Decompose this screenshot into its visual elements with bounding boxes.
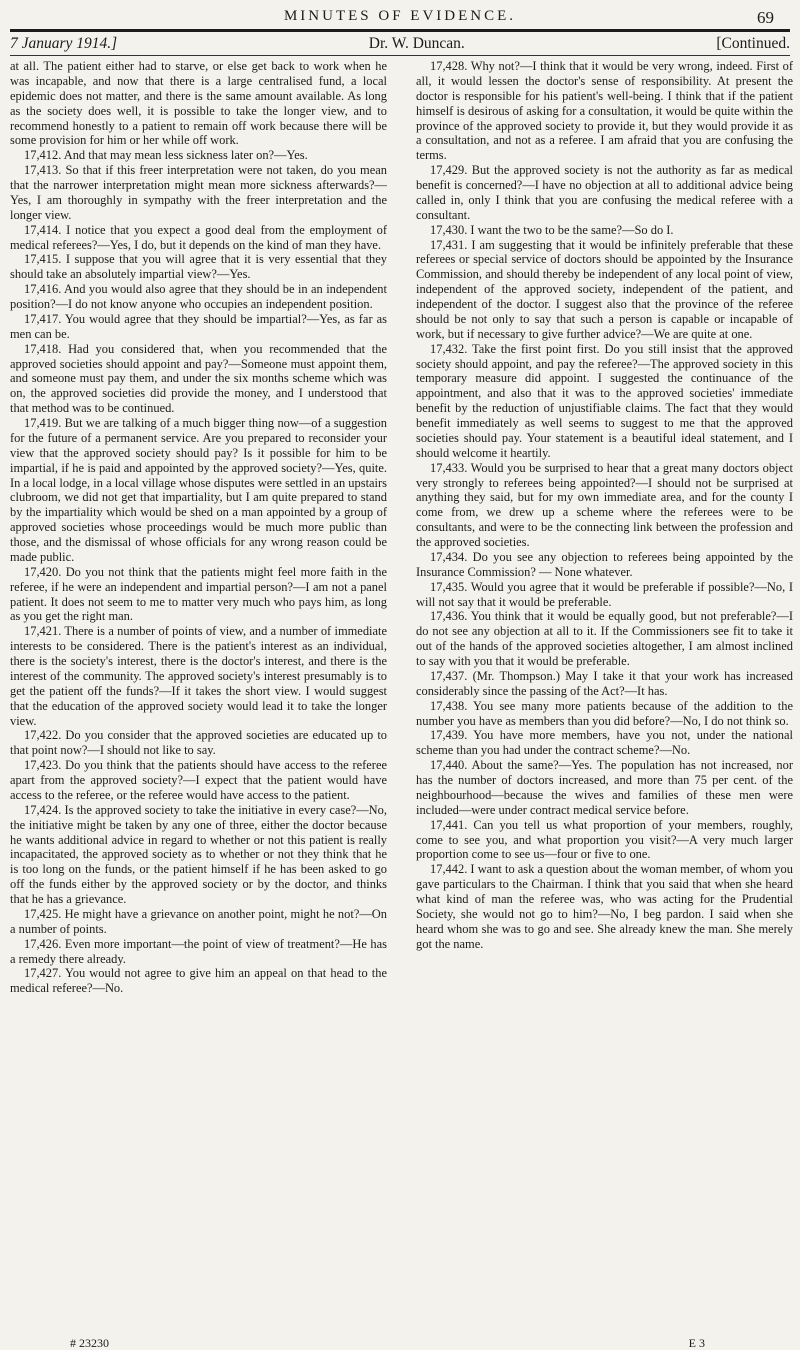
paragraph: 17,422. Do you consider that the approved societies are educated up to that point now?—I should not like to say. xyxy=(10,728,387,758)
paragraph: 17,414. I notice that you expect a good deal from the employment of medical referees?—Yes, I do, but it depends on the kind of man they have. xyxy=(10,222,387,252)
right-column xyxy=(416,59,793,952)
footer-left xyxy=(10,1337,387,1349)
paragraph: 17,438. You see many more patients because of the addition to the number you have as members than you did before?—No, I do not think so. xyxy=(416,698,793,728)
paragraph: 17,421. There is a number of points of view, and a number of immediate interests to be considered. There is the patient's interest as an individual, there is the society's interest, there is the doctor's interest, and there is the interest of the community. The approved society's interest presumably is to get the patient off the funds?—If it takes the short view. I would suggest that the education of the approved society would lead it to take the longer view. xyxy=(10,624,387,728)
header-title-row xyxy=(0,8,800,25)
paragraph: 17,429. But the approved society is not the authority as far as medical benefit is concerned?—I have no objection at all to additional advice being called in, only I think that you are confusing the medical referee with a consultant. xyxy=(416,163,793,222)
witness-name: Dr. W. Duncan. xyxy=(368,35,465,52)
paragraph: 17,416. And you would also agree that they should be in an independent position?—I do not know anyone who occupies an independent position. xyxy=(10,282,387,311)
paragraph: 17,434. Do you see any objection to referees being appointed by the Insurance Commission? — None whatever. xyxy=(416,549,793,579)
paragraph: 17,425. He might have a grievance on another point, might he not?—On a number of points. xyxy=(10,906,387,936)
paragraph: 17,432. Take the first point first. Do you still insist that the approved society should appoint, and pay the referee?—The approved society in this temporary measure did appoint. I suggested the continuance of the appointment, and also that it was to the approved societies' immediate benefit by the reduction of unjustifiable claims. The fact that they would benefit immediately as well seems to suggest to me that the approved societies should pay. Your statement is a beautiful ideal statement, and I should welcome it heartily. xyxy=(416,341,793,460)
paragraph: 17,436. You think that it would be equally good, but not preferable?—I do not see any objection at all to it. If the Commissioners see fit to take it out of the hands of the approved societies altogether, I am almost inclined to say with you that it would be preferable. xyxy=(416,609,793,668)
signature-mark: E 3 xyxy=(688,1336,705,1350)
paragraph: 17,435. Would you agree that it would be preferable if possible?—No, I will not say that it would be preferable. xyxy=(416,579,793,609)
paragraph: 17,418. Had you considered that, when you recommended that the approved societies should appoint and pay?—Someone must appoint them, and someone must pay them, and under the six months scheme which was on, the approved societies did provide the money, and I understood that that method was to be continued. xyxy=(10,341,387,416)
paragraph: 17,419. But we are talking of a much bigger thing now—of a suggestion for the future of a permanent service. Are you prepared to reconsider your view that the approved society should pay? Is it possible for him to be impartial, if he is paid and appointed by the approved society?—Yes, quite. In a local lodge, in a local village whose disputes were settled in an upstairs clubroom, we did not get that impartiality, but I am quite prepared to stand by the impartiality which would be shed on a man appointed by a group of approved societies whose proceedings would be much more public than those, and the dismissal of whose officials for any wrong reason could be made public. xyxy=(10,416,387,564)
header-subrule xyxy=(10,55,790,56)
paragraph: 17,413. So that if this freer interpretation were not taken, do you mean that the narrower interpretation might mean more sickness afterwards?—Yes, I am thoroughly in sympathy with the freer interpretation and the longer view. xyxy=(10,163,387,222)
header-subline xyxy=(10,35,790,53)
header-title: MINUTES OF EVIDENCE. xyxy=(283,8,517,24)
paragraph: 17,423. Do you think that the patients should have access to the referee apart from the approved society?—I expect that the patient would have access to the referee, or the referee would have access to the patient. xyxy=(10,758,387,802)
session-date: 7 January 1914.] xyxy=(10,35,118,52)
paragraph: 17,433. Would you be surprised to hear that a great many doctors object very strongly to referees being appointed?—I should not be surprised at anything they said, but for my own immediate area, and for the county I come from, we drew up a scheme where the referees were to be consultants, and were to be the connecting link between the profession and the approved societies. xyxy=(416,460,793,549)
paragraph: 17,420. Do you not think that the patients might feel more faith in the referee, if he were an independent and impartial person?—I am not a panel patient. It does not seem to me to matter very much who pays him, as long as you get the right man. xyxy=(10,564,387,624)
footer-right xyxy=(416,1337,793,1349)
paragraph: 17,440. About the same?—Yes. The population has not increased, nor has the number of doctors increased, and more than 75 per cent. of the neighbourhood—because the wives and families of these men were included—were under contract medical service before. xyxy=(416,758,793,817)
paragraph: 17,412. And that may mean less sickness later on?—Yes. xyxy=(24,148,308,163)
left-column xyxy=(10,59,387,996)
paragraph: 17,428. Why not?—I think that it would be very wrong, indeed. First of all, it would lessen the doctor's sense of responsibility. At present the doctor is responsible for his patient's well-being. I think that if the patient himself is desirous of asking for a consultation, it would be quite within the province of the approved society to provide it, but they would provide it as a consultation, and not as a referee. I am afraid that you are confusing the terms. xyxy=(416,59,793,163)
paragraph: 17,417. You would agree that they should be impartial?—Yes, as far as men can be. xyxy=(10,311,387,341)
paragraph: 17,430. I want the two to be the same?—So do I. xyxy=(430,222,674,237)
continued-label: [Continued. xyxy=(716,35,790,52)
page-number: 69 xyxy=(757,8,774,27)
header-rule xyxy=(10,29,790,32)
paragraph: 17,441. Can you tell us what proportion of your members, roughly, come to see you, and what proportion you visit?—A very much larger proportion come to see us—four or five to one. xyxy=(416,817,793,862)
paragraph: 17,427. You would not agree to give him an appeal on that head to the medical referee?—No. xyxy=(10,966,387,996)
paragraph: 17,415. I suppose that you will agree that it is very essential that they should take an absolutely impartial view?—Yes. xyxy=(10,252,387,282)
paragraph: 17,437. (Mr. Thompson.) May I take it that your work has increased considerably since the passing of the Act?—It has. xyxy=(416,668,793,698)
paragraph: 17,424. Is the approved society to take the initiative in every case?—No, the initiative might be taken by any one of three, either the doctor because he wants additional advice in regard to whether or not this patient is really incapacitated, the approved society as to whether or not they think that he is too long on the funds, or the patient himself if he has been asked to go off the funds either by the approved society or by the doctor, and thinks that he has a grievance. xyxy=(10,802,387,906)
print-code: # 23230 xyxy=(70,1336,109,1350)
paragraph: 17,439. You have more members, have you not, under the national scheme than you had under the contract scheme?—No. xyxy=(416,728,793,758)
paragraph: 17,442. I want to ask a question about the woman member, of whom you gave particulars to the Chairman. I think that you said that when she heard what kind of man the referee was, who was acting for the Prudential Society, she would not go to him?—No, I beg pardon. I said when she heard whom she was to go and see. She already knew the man. She merely got the name. xyxy=(416,862,793,951)
paragraph: at all. The patient either had to starve, or else get back to work when he was incapable, and now that there is a large centralised fund, a local epidemic does not matter, and there is the same amount available. As long as the society does well, it is possible to take the longer view, and to recommend honestly to a patient to remain off work because there will be some provision for him or her while off work. xyxy=(10,59,387,148)
paragraph: 17,431. I am suggesting that it would be infinitely preferable that these referees or special service of doctors should be appointed by the Insurance Commission, and should thereby be independent of any local point of view, independent of the approved society, independent of the patient, and independent of the doctor. I suggest also that the province of the referee should be not only to say that such a person is capable or incapable of work, but if necessary to give further advice?—We are quite at one. xyxy=(416,237,793,341)
paragraph: 17,426. Even more important—the point of view of treatment?—He has a remedy there already. xyxy=(10,936,387,966)
